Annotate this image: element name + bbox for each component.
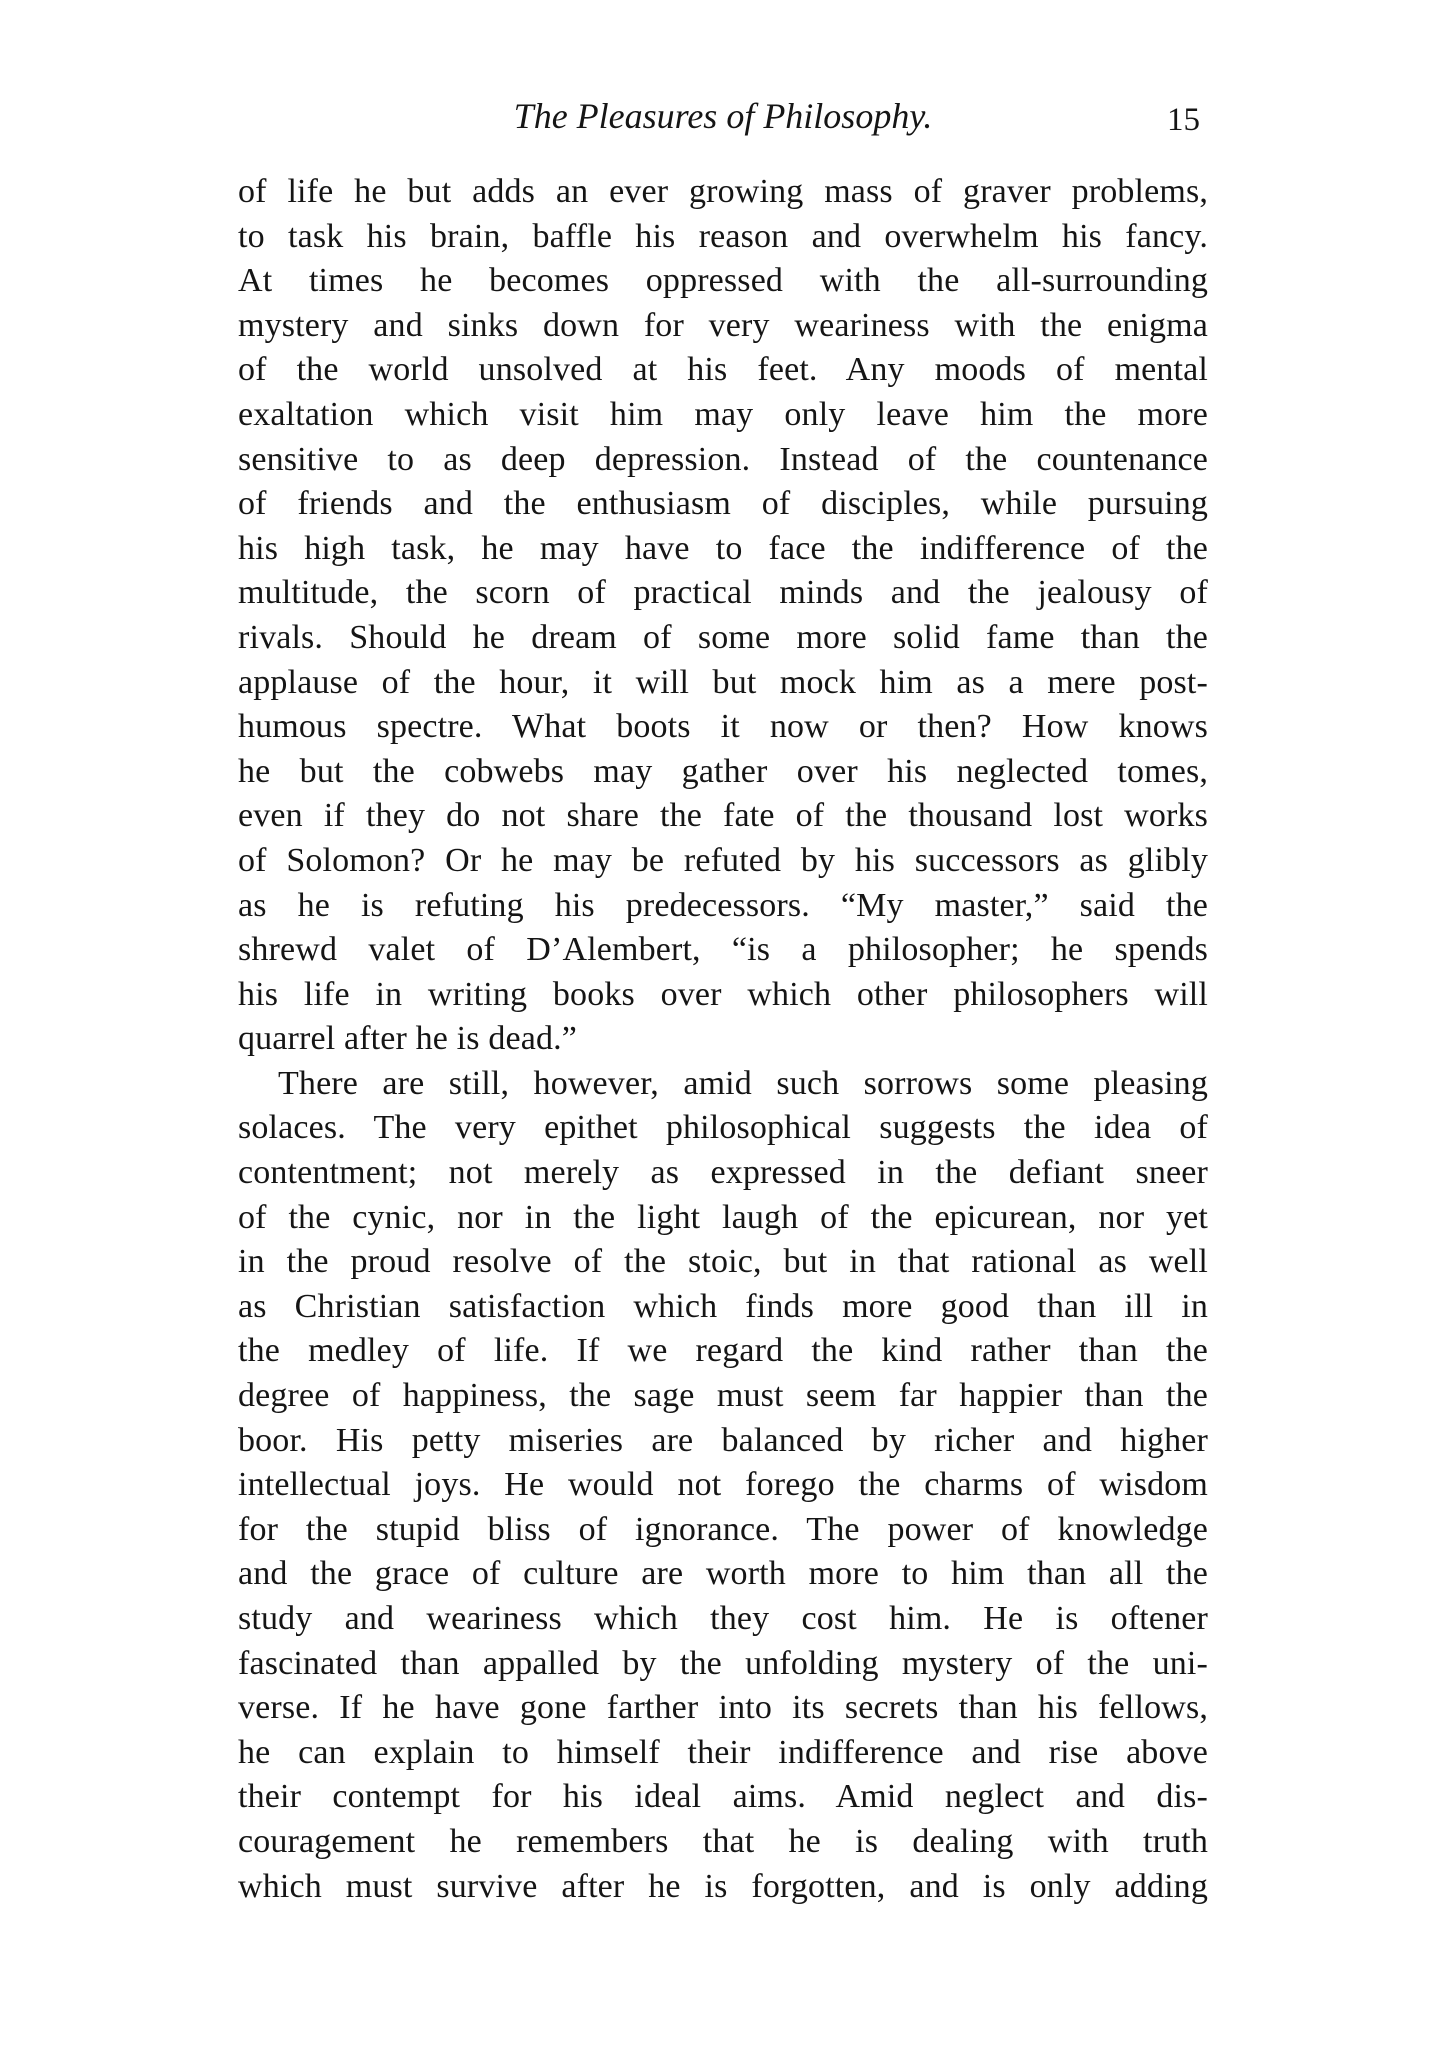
text-line: sensitive to as deep depression. Instead of the countenance xyxy=(238,440,1208,478)
text-line: boor. His petty miseries are balanced by richer and higher xyxy=(238,1421,1208,1459)
text-line: There are still, however, amid such sorrows some pleasing xyxy=(278,1064,1208,1102)
text-line: of the world unsolved at his feet. Any moods of mental xyxy=(238,351,1208,389)
text-line: fascinated than appalled by the unfolding mystery of the uni- xyxy=(238,1644,1208,1682)
text-line: his life in writing books over which other philosophers will xyxy=(238,975,1208,1013)
text-line: exaltation which visit him may only leave him the more xyxy=(238,395,1208,433)
text-line: in the proud resolve of the stoic, but in that rational as well xyxy=(238,1243,1208,1281)
page-number: 15 xyxy=(1167,102,1200,138)
text-line: of the cynic, nor in the light laugh of the epicurean, nor yet xyxy=(238,1198,1208,1236)
text-line: of life he but adds an ever growing mass of graver problems, xyxy=(238,173,1208,210)
text-line: which must survive after he is forgotten, and is only adding xyxy=(238,1867,1208,1905)
paragraph xyxy=(238,1062,1208,1909)
text-line: verse. If he have gone farther into its secrets than his fellows, xyxy=(238,1689,1208,1727)
text-line: shrewd valet of D’Alembert, “is a philosopher; he spends xyxy=(238,931,1208,969)
text-line: their contempt for his ideal aims. Amid neglect and dis- xyxy=(238,1778,1208,1816)
text-line: couragement he remembers that he is dealing with truth xyxy=(238,1822,1208,1860)
text-line: solaces. The very epithet philosophical suggests the idea of xyxy=(238,1109,1208,1147)
text-line: of friends and the enthusiasm of disciples, while pursuing xyxy=(238,485,1208,523)
text-line: degree of happiness, the sage must seem far happier than the xyxy=(238,1377,1208,1415)
text-line: even if they do not share the fate of the thousand lost works xyxy=(238,797,1208,835)
running-title: The Pleasures of Philosophy. xyxy=(513,96,933,136)
text-line: he can explain to himself their indifference and rise above xyxy=(238,1733,1208,1771)
text-line: rivals. Should he dream of some more solid fame than the xyxy=(238,618,1208,656)
text-line: At times he becomes oppressed with the all-surrounding xyxy=(238,262,1208,300)
text-line: of Solomon? Or he may be refuted by his successors as glibly xyxy=(238,841,1208,879)
text-line: humous spectre. What boots it now or then? How knows xyxy=(238,708,1208,746)
text-line: quarrel after he is dead.” xyxy=(238,1020,577,1058)
text-line: intellectual joys. He would not forego the charms of wisdom xyxy=(238,1466,1208,1504)
text-line: mystery and sinks down for very weariness with the enigma xyxy=(238,306,1208,344)
text-line: for the stupid bliss of ignorance. The power of knowledge xyxy=(238,1510,1208,1548)
text-line: and the grace of culture are worth more to him than all the xyxy=(238,1555,1208,1593)
body-text xyxy=(238,170,1208,1909)
text-line: his high task, he may have to face the indifference of the xyxy=(238,529,1208,567)
text-line: to task his brain, baffle his reason and overwhelm his fancy. xyxy=(238,217,1208,255)
text-line: as Christian satisfaction which finds more good than ill in xyxy=(238,1287,1208,1325)
text-line: study and weariness which they cost him. He is oftener xyxy=(238,1600,1208,1637)
text-line: multitude, the scorn of practical minds and the jealousy of xyxy=(238,574,1208,612)
text-line: applause of the hour, it will but mock him as a mere post- xyxy=(238,663,1208,701)
text-line: contentment; not merely as expressed in the defiant sneer xyxy=(238,1154,1208,1192)
text-line: as he is refuting his predecessors. “My master,” said the xyxy=(238,886,1208,924)
text-line: the medley of life. If we regard the kind rather than the xyxy=(238,1332,1208,1370)
paragraph xyxy=(238,170,1208,1062)
text-line: he but the cobwebs may gather over his neglected tomes, xyxy=(238,752,1208,790)
running-head xyxy=(238,92,1208,148)
